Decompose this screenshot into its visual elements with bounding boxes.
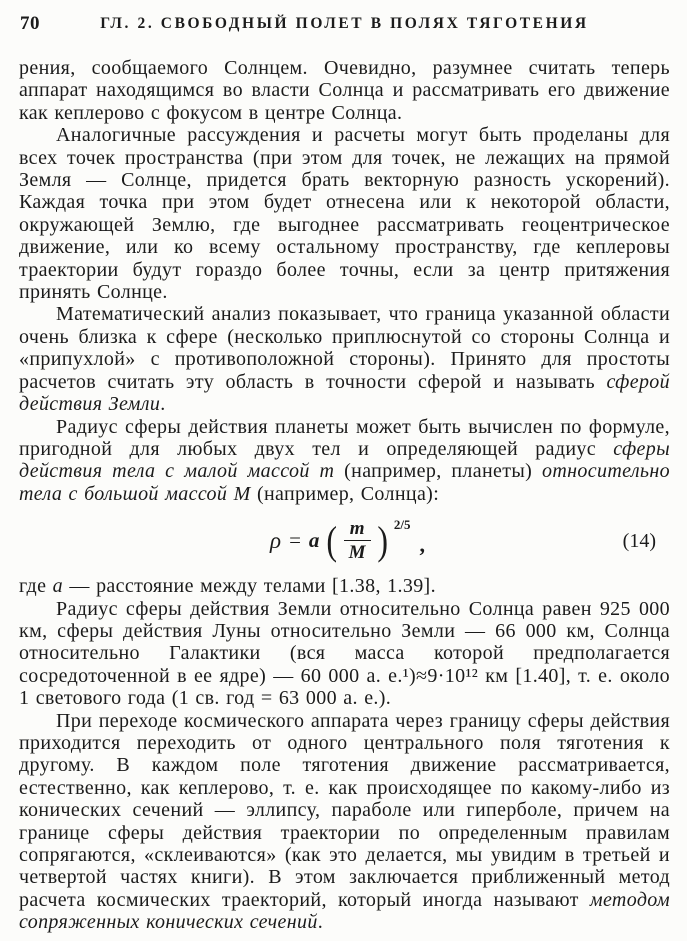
formula-close-paren: ) — [376, 517, 388, 563]
text-run: . — [160, 393, 166, 416]
text-run-italic: относительно тела с большой массой М — [19, 460, 670, 505]
text-run: Математический анализ показывает, что граница указанной области очень близка к сфере (несколько приплюснутой со стороны Солнца и «припухлой» с противоположной стороны). Принято для простоты расчетов считать эту область в точности сферой и называть — [19, 303, 670, 393]
text-run: (например, планеты) — [334, 460, 542, 483]
formula-equation — [270, 517, 425, 564]
formula-open-paren: ( — [326, 517, 338, 563]
paragraph — [19, 598, 670, 710]
text-run: . — [317, 911, 324, 934]
paragraph — [19, 416, 670, 506]
paragraph — [19, 124, 670, 303]
formula-denominator-M: M — [348, 542, 366, 564]
formula-rho-symbol: ρ — [270, 528, 282, 554]
text-run: рения, сообщаемого Солнцем. Очевидно, разумнее считать теперь аппарат находящимся во власти Солнца и рассматривать его движение как кеплерово с фокусом в центре Солнца. — [19, 57, 670, 124]
text-run: При переходе космического аппарата через границу сферы действия приходится переходить от одного центрального поля тяготения к другому. В каждом поле тяготения движение рассматривается, естественно, как кеплерово, т. е. как происходящее по какому-либо из конических сечений — эллипсу, параболе или гиперболе, причем на границе сферы действия траектории по определенным правилам сопрягаются, «склеиваются» (как это делается, мы увидим в третьей и четвертой частях книги). В этом заключается приближенный метод расчета космических траекторий, который иногда называют — [19, 709, 670, 911]
text-run-italic: a — [52, 575, 64, 598]
text-run-italic: сферы действия тела с малой массой m — [19, 437, 670, 483]
equation-number: (14) — [622, 529, 656, 552]
paragraph — [19, 575, 670, 597]
formula-trailing-comma: , — [419, 531, 425, 557]
paragraph — [19, 57, 670, 124]
text-run-italic: методом сопряженных конических сечений — [19, 888, 670, 934]
text-run: Радиус сферы действия Земли относительно Солнца равен 925 000 км, сферы действия Луны относительно Земли — 66 000 км, Солнца относительно Галактики (вся масса которой предполагается сосредоточенной в ее ядре) — 60 000 а. е.¹)≈9·10¹² км [1.40], т. е. около 1 светового года (1 св. год = 63 000 а. е.). — [19, 597, 670, 710]
text-run: Аналогичные рассуждения и расчеты могут быть проделаны для всех точек пространства (при этом для точек, не лежащих на прямой Земля — Солнце, придется брать векторную разность ускорений). Каждая точка при этом будет отнесена или к некоторой области, окружающей Землю, где выгоднее рассматривать геоцентрическое движение, или ко всему остальному пространству, где кеплеровы траектории будут гораздо более точны, если за центр притяжения принять Солнце. — [19, 124, 670, 304]
text-run-italic: сферой действия Земли — [19, 370, 670, 416]
paragraph — [19, 303, 670, 415]
formula-mass-fraction — [344, 519, 371, 562]
text-run: (например, Солнца): — [250, 482, 440, 505]
text-run: где — [19, 575, 53, 598]
chapter-running-title: ГЛ. 2. СВОБОДНЫЙ ПОЛЕТ В ПОЛЯХ ТЯГОТЕНИЯ — [100, 15, 589, 32]
formula-numerator-m: m — [344, 519, 371, 541]
formula-exponent: 2/5 — [393, 517, 411, 533]
text-run: Радиус сферы действия планеты может быть вычислен по формуле, пригодной для любых двух тел и определяющей радиус — [19, 415, 670, 460]
running-header — [19, 13, 670, 37]
formula-block — [19, 519, 670, 562]
paragraph — [19, 710, 670, 934]
formula-coefficient-a: a — [308, 528, 320, 553]
formula-equals-sign: = — [289, 528, 301, 553]
text-block-before-formula — [19, 57, 670, 505]
page-body — [19, 57, 670, 934]
text-block-after-formula — [19, 575, 670, 934]
text-run: — расстояние между телами [1.38, 1.39]. — [63, 575, 436, 598]
page-number: 70 — [20, 13, 40, 34]
